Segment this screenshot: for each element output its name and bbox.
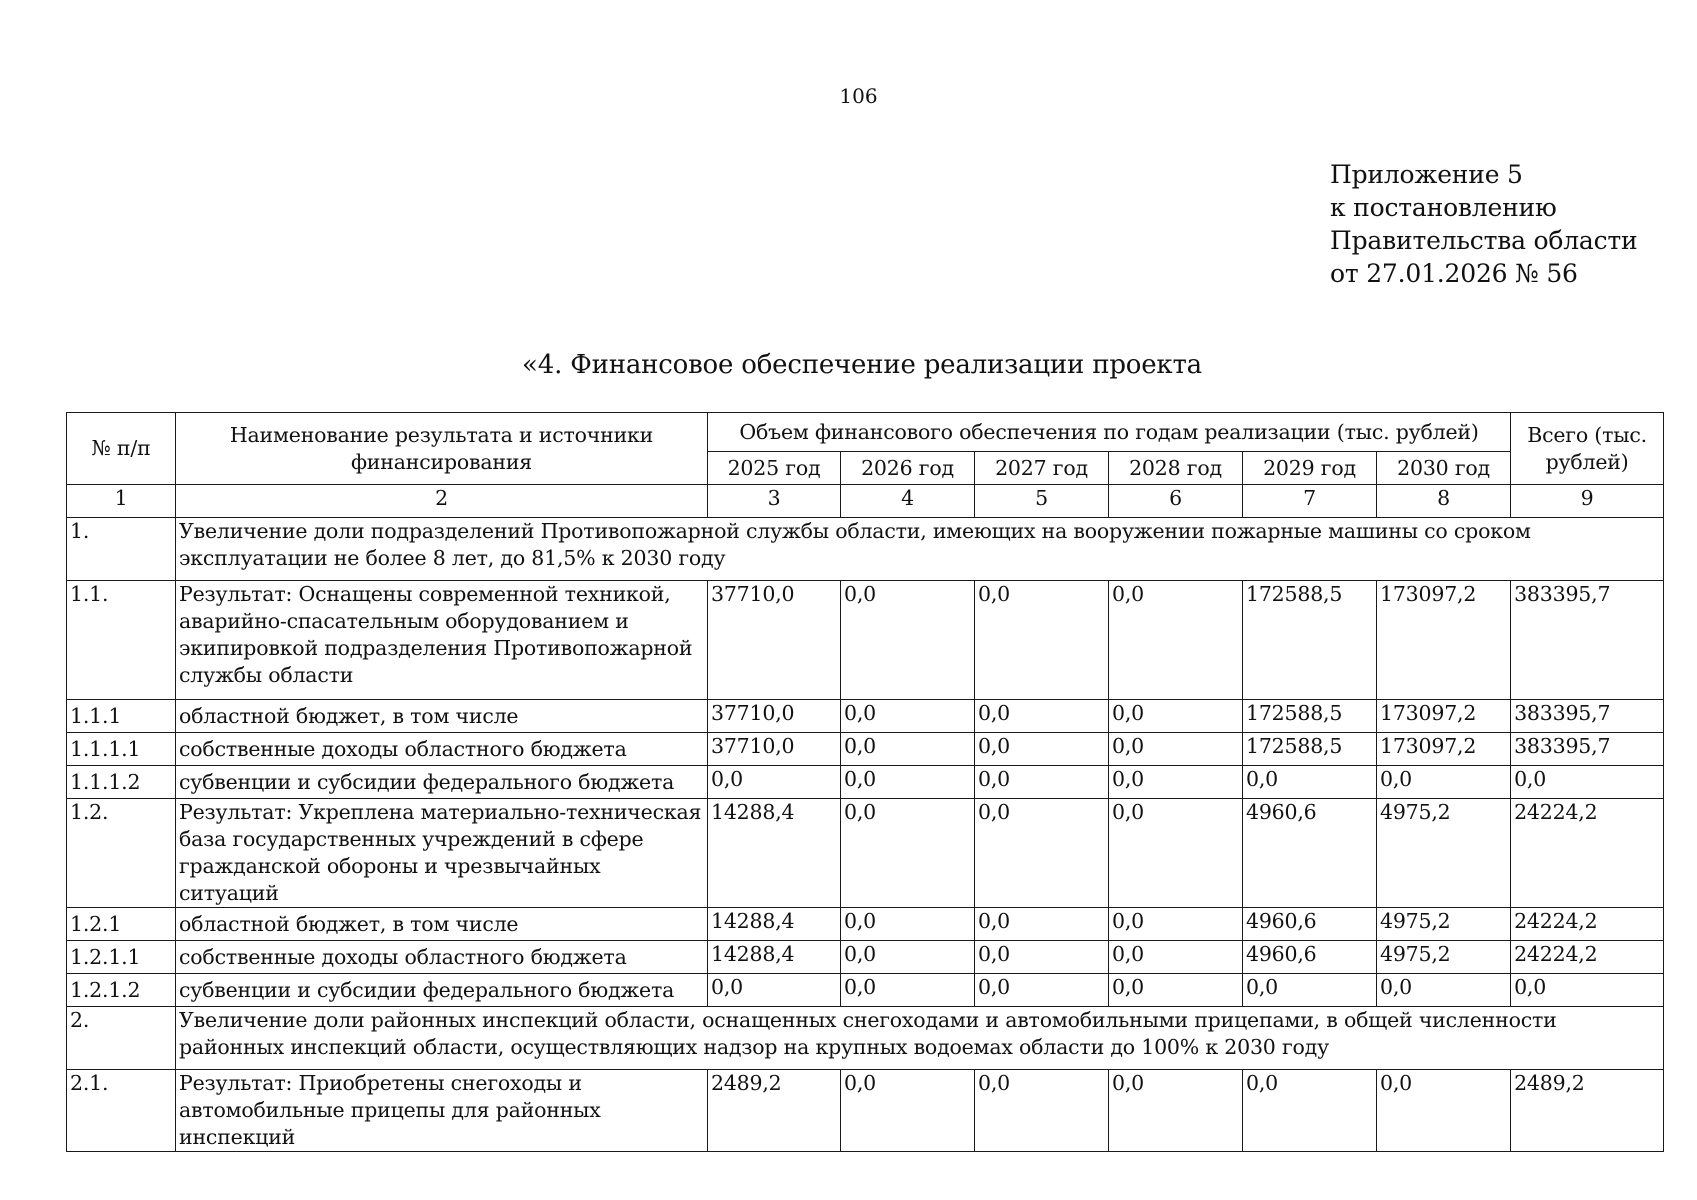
header-volume: Объем финансового обеспечения по годам реализации (тыс. рублей) xyxy=(708,413,1511,452)
table-row xyxy=(67,941,1664,974)
annex-line: к постановлению xyxy=(1330,193,1557,222)
annex-line: от 27.01.2026 № 56 xyxy=(1330,259,1578,288)
header-year: 2029 год xyxy=(1243,452,1377,485)
value-cell: 0,0 xyxy=(1109,733,1243,766)
value-cell: 37710,0 xyxy=(708,581,841,700)
header-year: 2025 год xyxy=(708,452,841,485)
value-cell: 0,0 xyxy=(975,799,1109,908)
value-cell: 0,0 xyxy=(841,581,975,700)
row-index: 1.2.1.1 xyxy=(67,941,176,974)
value-cell: 0,0 xyxy=(1109,799,1243,908)
value-cell: 0,0 xyxy=(975,733,1109,766)
row-index: 1. xyxy=(67,518,176,581)
total-cell: 383395,7 xyxy=(1511,700,1664,733)
row-index: 1.1. xyxy=(67,581,176,700)
value-cell: 173097,2 xyxy=(1377,733,1511,766)
total-cell: 383395,7 xyxy=(1511,581,1664,700)
value-cell: 4960,6 xyxy=(1243,941,1377,974)
row-index: 1.2.1 xyxy=(67,908,176,941)
value-cell: 0,0 xyxy=(1109,908,1243,941)
row-name: Результат: Оснащены современной техникой, аварийно-спасательным оборудованием и экипировкой подразделения Противопожарной службы области xyxy=(176,581,708,700)
header-year: 2028 год xyxy=(1109,452,1243,485)
column-number: 5 xyxy=(975,485,1109,518)
value-cell: 172588,5 xyxy=(1243,733,1377,766)
row-name: областной бюджет, в том числе xyxy=(176,908,708,941)
total-cell: 24224,2 xyxy=(1511,941,1664,974)
section-goal-text: Увеличение доли подразделений Противопожарной службы области, имеющих на вооружении пожарные машины со сроком эксплуатации не более 8 лет, до 81,5% к 2030 году xyxy=(176,518,1664,581)
table-row-result xyxy=(67,1070,1664,1152)
table-row-result xyxy=(67,581,1664,700)
header-year: 2030 год xyxy=(1377,452,1511,485)
value-cell: 0,0 xyxy=(1377,766,1511,799)
value-cell: 0,0 xyxy=(708,974,841,1007)
row-name: собственные доходы областного бюджета xyxy=(176,733,708,766)
value-cell: 0,0 xyxy=(708,766,841,799)
value-cell: 0,0 xyxy=(975,974,1109,1007)
value-cell: 0,0 xyxy=(841,799,975,908)
value-cell: 0,0 xyxy=(975,700,1109,733)
table-row-section xyxy=(67,518,1664,581)
table-row xyxy=(67,766,1664,799)
value-cell: 0,0 xyxy=(1243,974,1377,1007)
value-cell: 0,0 xyxy=(1109,700,1243,733)
row-name: собственные доходы областного бюджета xyxy=(176,941,708,974)
value-cell: 0,0 xyxy=(975,766,1109,799)
column-number: 1 xyxy=(67,485,176,518)
row-index: 2.1. xyxy=(67,1070,176,1152)
value-cell: 4960,6 xyxy=(1243,908,1377,941)
column-number: 9 xyxy=(1511,485,1664,518)
column-numbers-row xyxy=(67,485,1664,518)
value-cell: 173097,2 xyxy=(1377,581,1511,700)
value-cell: 14288,4 xyxy=(708,908,841,941)
value-cell: 172588,5 xyxy=(1243,581,1377,700)
value-cell: 172588,5 xyxy=(1243,700,1377,733)
total-cell: 24224,2 xyxy=(1511,799,1664,908)
row-name: областной бюджет, в том числе xyxy=(176,700,708,733)
section-goal-text: Увеличение доли районных инспекций области, оснащенных снегоходами и автомобильными прицепами, в общей численности районных инспекций области, осуществляющих надзор на крупных водоемах области до 100% к 2030 году xyxy=(176,1007,1664,1070)
annex-line: Правительства области xyxy=(1330,226,1638,255)
value-cell: 37710,0 xyxy=(708,733,841,766)
table-row xyxy=(67,974,1664,1007)
column-number: 3 xyxy=(708,485,841,518)
total-cell: 24224,2 xyxy=(1511,908,1664,941)
value-cell: 0,0 xyxy=(841,700,975,733)
column-number: 4 xyxy=(841,485,975,518)
value-cell: 0,0 xyxy=(975,581,1109,700)
value-cell: 37710,0 xyxy=(708,700,841,733)
table-row-section xyxy=(67,1007,1664,1070)
value-cell: 0,0 xyxy=(1109,766,1243,799)
row-index: 1.2.1.2 xyxy=(67,974,176,1007)
column-number: 8 xyxy=(1377,485,1511,518)
value-cell: 0,0 xyxy=(1109,941,1243,974)
table-row-result xyxy=(67,799,1664,908)
value-cell: 2489,2 xyxy=(708,1070,841,1152)
row-name: субвенции и субсидии федерального бюджета xyxy=(176,766,708,799)
row-index: 1.1.1 xyxy=(67,700,176,733)
value-cell: 0,0 xyxy=(1377,974,1511,1007)
value-cell: 0,0 xyxy=(841,974,975,1007)
row-name: Результат: Укреплена материально-техническая база государственных учреждений в сфере гражданской обороны и чрезвычайных ситуаций xyxy=(176,799,708,908)
header-num: № п/п xyxy=(67,413,176,485)
header-year: 2026 год xyxy=(841,452,975,485)
value-cell: 0,0 xyxy=(1109,581,1243,700)
total-cell: 0,0 xyxy=(1511,974,1664,1007)
value-cell: 173097,2 xyxy=(1377,700,1511,733)
value-cell: 0,0 xyxy=(841,941,975,974)
column-number: 7 xyxy=(1243,485,1377,518)
total-cell: 383395,7 xyxy=(1511,733,1664,766)
row-name: субвенции и субсидии федерального бюджета xyxy=(176,974,708,1007)
financing-table xyxy=(66,412,1664,1152)
document-title: «4. Финансовое обеспечение реализации проекта xyxy=(522,350,1202,380)
value-cell: 0,0 xyxy=(975,908,1109,941)
table-row xyxy=(67,733,1664,766)
value-cell: 4975,2 xyxy=(1377,799,1511,908)
row-index: 1.1.1.2 xyxy=(67,766,176,799)
value-cell: 0,0 xyxy=(841,733,975,766)
column-number: 6 xyxy=(1109,485,1243,518)
value-cell: 0,0 xyxy=(1109,974,1243,1007)
value-cell: 0,0 xyxy=(975,941,1109,974)
value-cell: 0,0 xyxy=(1243,766,1377,799)
value-cell: 0,0 xyxy=(841,908,975,941)
value-cell: 0,0 xyxy=(1377,1070,1511,1152)
value-cell: 0,0 xyxy=(841,766,975,799)
value-cell: 4960,6 xyxy=(1243,799,1377,908)
header-row xyxy=(67,413,1664,452)
value-cell: 4975,2 xyxy=(1377,908,1511,941)
table-row xyxy=(67,700,1664,733)
row-name: Результат: Приобретены снегоходы и автомобильные прицепы для районных инспекций xyxy=(176,1070,708,1152)
annex-block xyxy=(1330,158,1638,290)
annex-line: Приложение 5 xyxy=(1330,160,1523,189)
page-number: 106 xyxy=(839,84,878,108)
value-cell: 0,0 xyxy=(1243,1070,1377,1152)
header-total: Всего (тыс. рублей) xyxy=(1511,413,1664,485)
header-year: 2027 год xyxy=(975,452,1109,485)
value-cell: 0,0 xyxy=(841,1070,975,1152)
value-cell: 14288,4 xyxy=(708,941,841,974)
value-cell: 4975,2 xyxy=(1377,941,1511,974)
total-cell: 0,0 xyxy=(1511,766,1664,799)
column-number: 2 xyxy=(176,485,708,518)
value-cell: 0,0 xyxy=(1109,1070,1243,1152)
row-index: 1.1.1.1 xyxy=(67,733,176,766)
row-index: 2. xyxy=(67,1007,176,1070)
row-index: 1.2. xyxy=(67,799,176,908)
total-cell: 2489,2 xyxy=(1511,1070,1664,1152)
table-row xyxy=(67,908,1664,941)
value-cell: 14288,4 xyxy=(708,799,841,908)
value-cell: 0,0 xyxy=(975,1070,1109,1152)
header-name: Наименование результата и источники финансирования xyxy=(176,413,708,485)
